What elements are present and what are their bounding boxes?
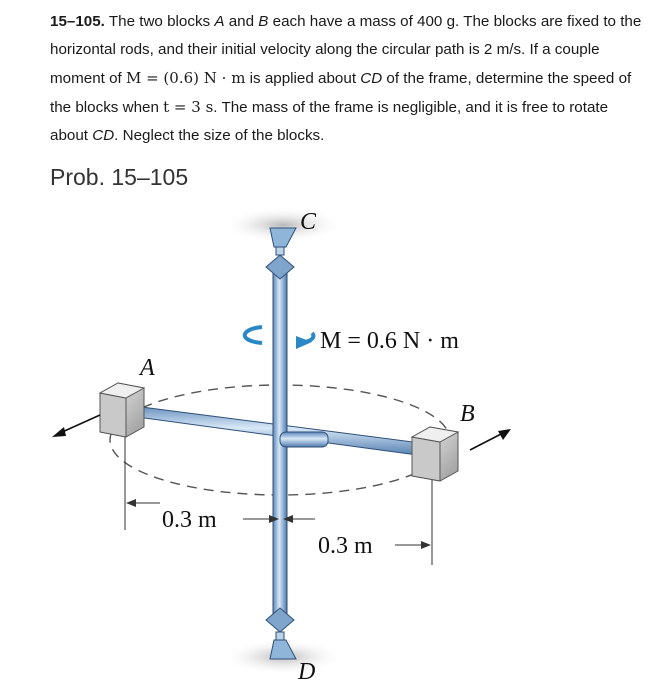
- problem-text-c: each have a mass of 400 g. The blocks are fixed to the horizontal rods, and their initial velocity along the circular path is 2 m/s. If a couple moment of: [50, 13, 642, 87]
- problem-text-d: is applied about: [245, 70, 361, 87]
- label-a: A: [140, 355, 155, 381]
- problem-number: 15–105.: [50, 13, 105, 30]
- block-b: [412, 427, 458, 481]
- problem-text-a: The two blocks: [104, 13, 215, 30]
- problem-text-g: . Neglect the size of the blocks.: [114, 127, 325, 144]
- label-d: D: [298, 659, 316, 685]
- problem-statement: [50, 8, 650, 150]
- axis-cd-2: CD: [92, 127, 115, 144]
- var-a: A: [214, 13, 225, 30]
- problem-text-f: . The mass of the frame is negligible, and it is free to rotate about: [50, 99, 609, 144]
- label-c: C: [300, 209, 317, 235]
- moment-label: M = 0.6 N · m: [320, 328, 459, 354]
- time-expression: t = 3 s: [163, 98, 214, 116]
- rod-hub: [280, 432, 328, 447]
- axis-cd: CD: [360, 70, 383, 87]
- dim-label-right: 0.3 m: [318, 533, 373, 559]
- frame-figure: [0, 195, 662, 700]
- velocity-arrow-b: [470, 429, 511, 450]
- problem-text-b: and: [224, 13, 259, 30]
- problem-text-e: of the frame, determine the speed of the blocks when: [50, 70, 632, 116]
- var-b: B: [258, 13, 269, 30]
- moment-expression: M = (0.6) N · m: [125, 69, 246, 87]
- dim-label-left: 0.3 m: [162, 507, 217, 533]
- label-b: B: [460, 401, 475, 427]
- velocity-arrow-a: [52, 415, 100, 437]
- problem-heading: Prob. 15–105: [50, 164, 189, 190]
- block-a: [100, 383, 144, 437]
